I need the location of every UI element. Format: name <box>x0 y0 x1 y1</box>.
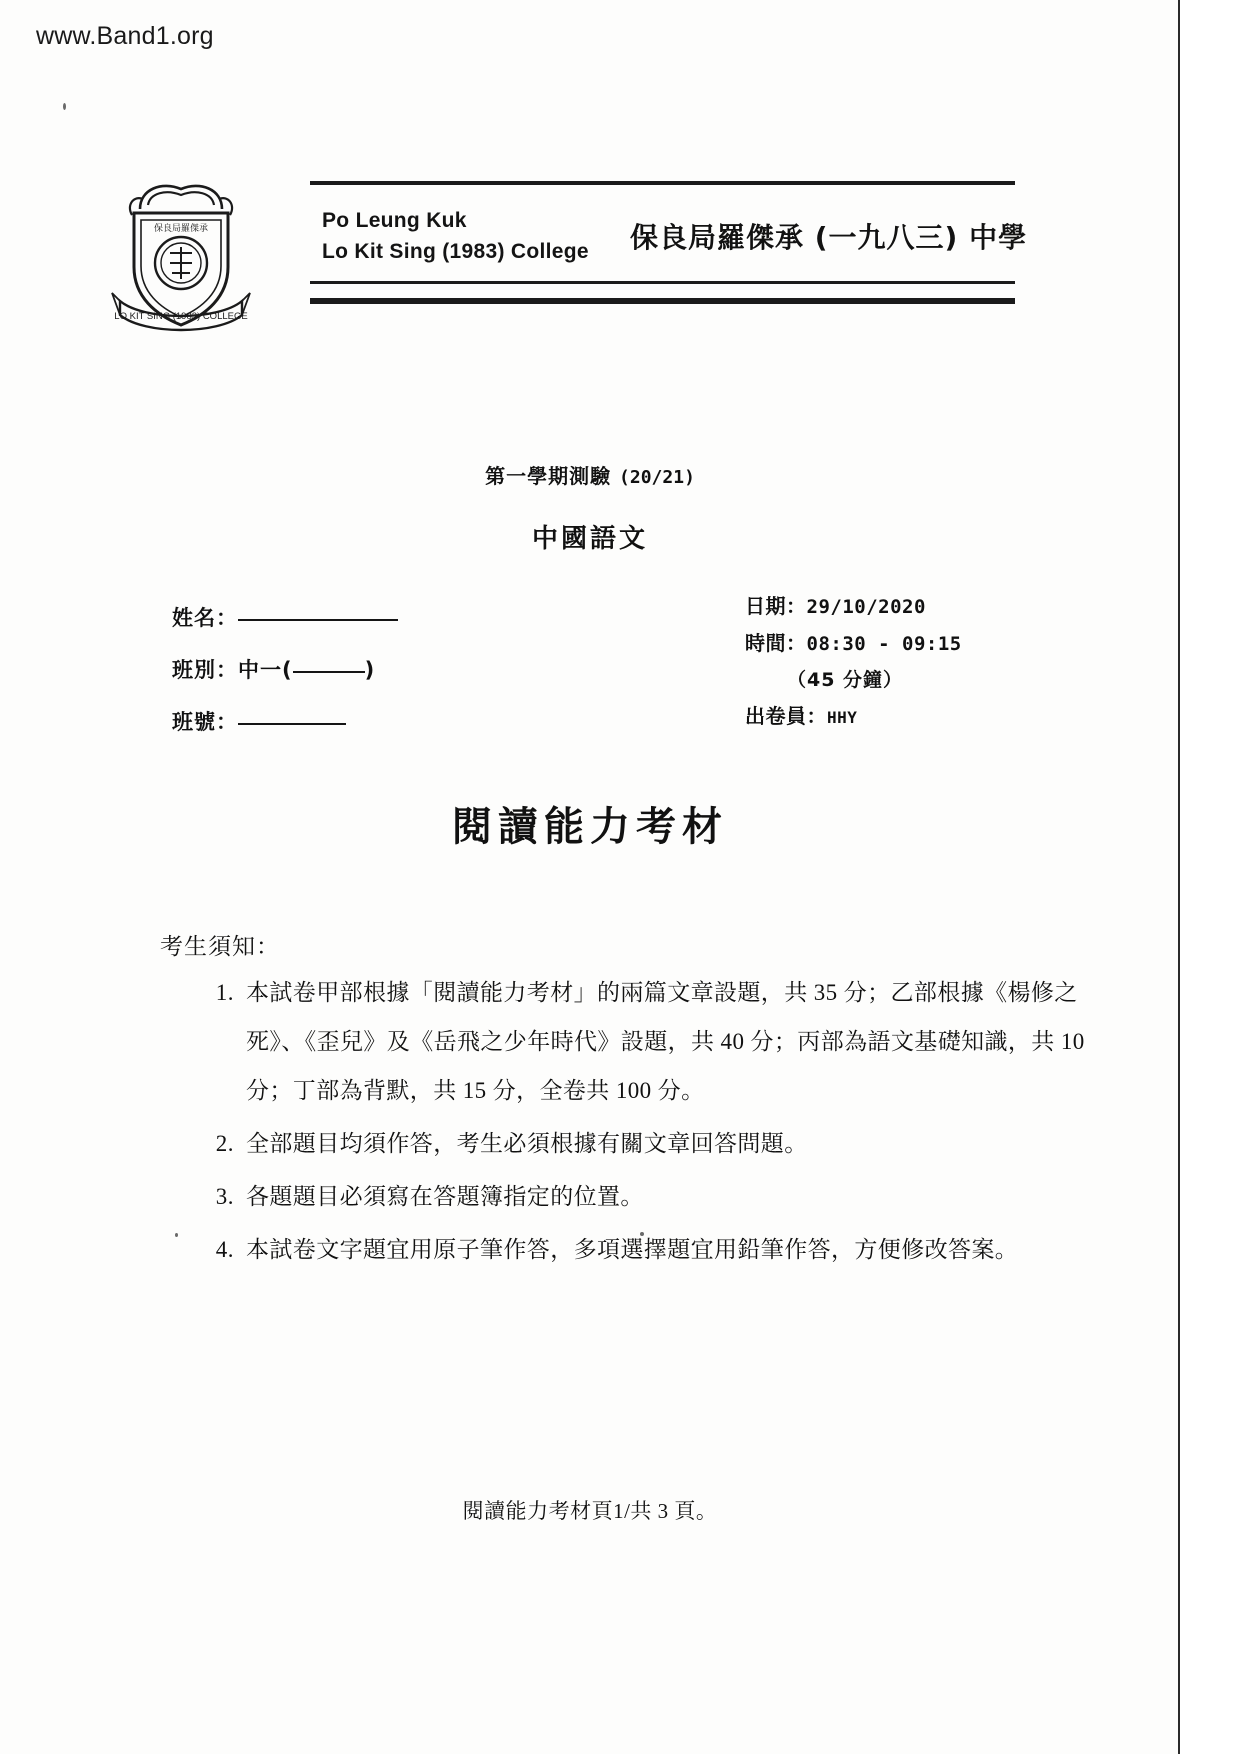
scan-speck <box>63 103 66 110</box>
instructions-label: 考生須知： <box>160 934 280 959</box>
field-setter-row <box>745 698 962 736</box>
class-input-blank[interactable] <box>293 671 365 673</box>
list-item: 4. 本試卷文字題宜用原子筆作答，多項選擇題宜用鉛筆作答，方便修改答案。 <box>240 1225 1120 1274</box>
svg-text:LO KIT SING (1983) COLLEGE: LO KIT SING (1983) COLLEGE <box>114 311 248 322</box>
field-setter-label: 出卷員： <box>745 704 827 728</box>
field-date-row <box>745 588 962 625</box>
rule-bottom <box>310 298 1015 304</box>
field-duration-row <box>745 662 962 698</box>
exam-term: 第一學期測驗 <box>485 464 612 488</box>
school-name-en-line1: Po Leung Kuk <box>322 209 467 232</box>
number-input-blank[interactable] <box>238 723 346 725</box>
letterhead <box>110 175 1028 350</box>
school-name-zh: 保良局羅傑承 (一九八三) 中學 <box>630 221 1028 254</box>
field-duration-value: （45 分鐘） <box>787 669 904 691</box>
field-date-label: 日期： <box>745 594 807 618</box>
scan-edge-inner <box>1184 0 1240 1754</box>
field-class-value: 中一( <box>238 658 293 682</box>
school-name-en <box>322 205 589 267</box>
candidate-fields <box>172 592 398 748</box>
field-class-row <box>172 644 398 696</box>
page-title: 閱讀能力考材 <box>452 804 728 850</box>
field-time-row <box>745 625 962 662</box>
field-date-value: 29/10/2020 <box>806 596 926 618</box>
field-number-row <box>172 696 398 748</box>
field-time-label: 時間： <box>745 631 807 655</box>
field-name-label: 姓名： <box>172 606 238 630</box>
list-item: 1. 本試卷甲部根據「閱讀能力考材」的兩篇文章設題，共 35 分；乙部根據《楊修之死》、《歪兒》及《岳飛之少年時代》設題，共 40 分；丙部為語文基礎知識，共 10 分；丁部為背默，共 15 分，全卷共 100 分。 <box>240 968 1120 1115</box>
watermark-band1: www.Band1.org <box>36 22 214 50</box>
list-item: 3. 各題題目必須寫在答題簿指定的位置。 <box>240 1172 1120 1221</box>
exam-meta-fields <box>745 588 962 736</box>
field-setter-value: HHY <box>827 708 858 727</box>
field-number-label: 班號： <box>172 710 238 734</box>
field-name-row <box>172 592 398 644</box>
school-name-en-line2: Lo Kit Sing (1983) College <box>322 240 589 263</box>
exam-subject: 中國語文 <box>531 524 648 554</box>
rule-top <box>310 181 1015 185</box>
instructions-list <box>196 968 1120 1278</box>
scan-speck <box>175 1233 178 1237</box>
exam-term-code: (20/21) <box>619 467 695 488</box>
scan-edge <box>1178 0 1240 1754</box>
school-crest-icon <box>110 175 252 343</box>
list-item: 2. 全部題目均須作答，考生必須根據有關文章回答問題。 <box>240 1119 1120 1168</box>
rule-middle <box>310 281 1015 284</box>
field-time-value: 08:30 - 09:15 <box>806 633 962 655</box>
name-input-blank[interactable] <box>238 619 398 621</box>
field-class-value-close: ) <box>364 658 376 682</box>
field-class-label: 班別： <box>172 658 238 682</box>
exam-term-line <box>0 460 1180 489</box>
svg-text:保良局羅傑承: 保良局羅傑承 <box>153 224 209 234</box>
page-footer: 閱讀能力考材頁1/共 3 頁。 <box>462 1499 718 1523</box>
